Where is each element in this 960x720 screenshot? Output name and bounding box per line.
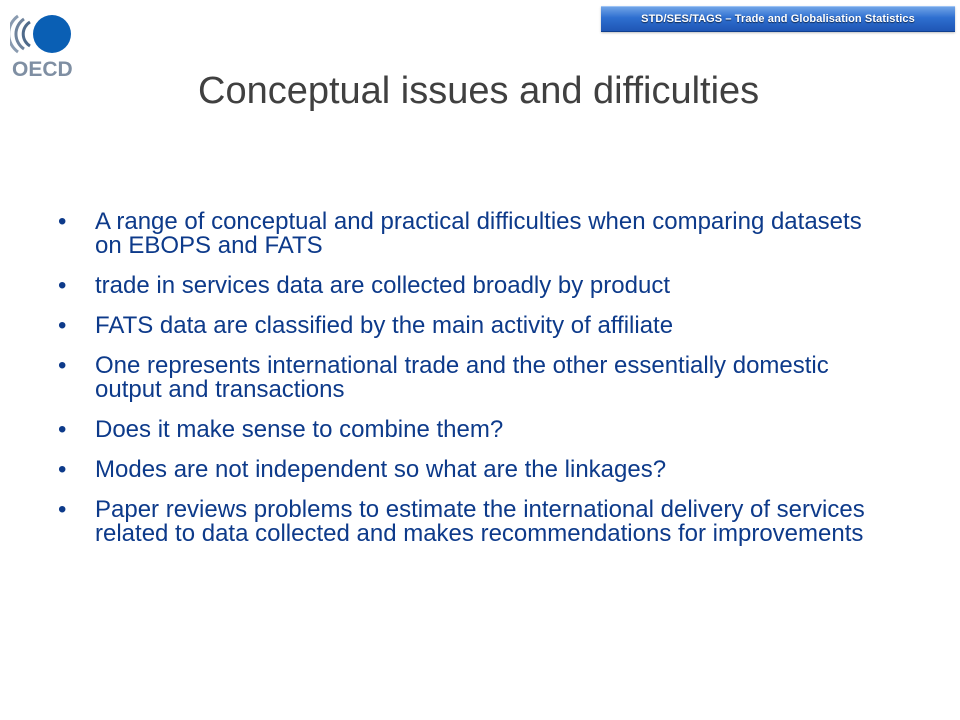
oecd-logo-text: OECD bbox=[12, 58, 73, 80]
bullet-text: Modes are not independent so what are the linkages? bbox=[95, 456, 667, 483]
bullet-item bbox=[56, 354, 876, 402]
slide-title: Conceptual issues and difficulties bbox=[198, 70, 760, 112]
header-banner-text: STD/SES/TAGS – Trade and Globalisation Statistics bbox=[641, 13, 915, 25]
bullet-dot: • bbox=[58, 416, 67, 443]
bullet-item bbox=[56, 458, 876, 482]
bullet-dot: • bbox=[58, 312, 67, 339]
bullet-item bbox=[56, 498, 876, 546]
bullet-text: FATS data are classified by the main activity of affiliate bbox=[95, 312, 674, 339]
bullet-text: trade in services data are collected broadly by product bbox=[95, 272, 670, 299]
bullet-dot: • bbox=[58, 456, 67, 483]
bullet-item bbox=[56, 274, 876, 298]
bullet-dot: • bbox=[58, 208, 67, 235]
bullet-text: A range of conceptual and practical difficulties when comparing datasets on EBOPS and FATS bbox=[95, 208, 862, 259]
bullet-dot: • bbox=[58, 272, 67, 299]
bullet-item bbox=[56, 210, 876, 258]
bullet-item bbox=[56, 418, 876, 442]
oecd-logo bbox=[10, 10, 80, 80]
header-banner bbox=[601, 6, 955, 32]
oecd-logo-icon bbox=[10, 10, 80, 80]
bullet-item bbox=[56, 314, 876, 338]
bullet-list bbox=[56, 210, 876, 562]
bullet-text: One represents international trade and the other essentially domestic output and transactions bbox=[95, 352, 829, 403]
bullet-dot: • bbox=[58, 352, 67, 379]
bullet-text: Paper reviews problems to estimate the international delivery of services related to data collected and makes recommendations for improvements bbox=[95, 496, 865, 547]
bullet-text: Does it make sense to combine them? bbox=[95, 416, 504, 443]
bullet-dot: • bbox=[58, 496, 67, 523]
